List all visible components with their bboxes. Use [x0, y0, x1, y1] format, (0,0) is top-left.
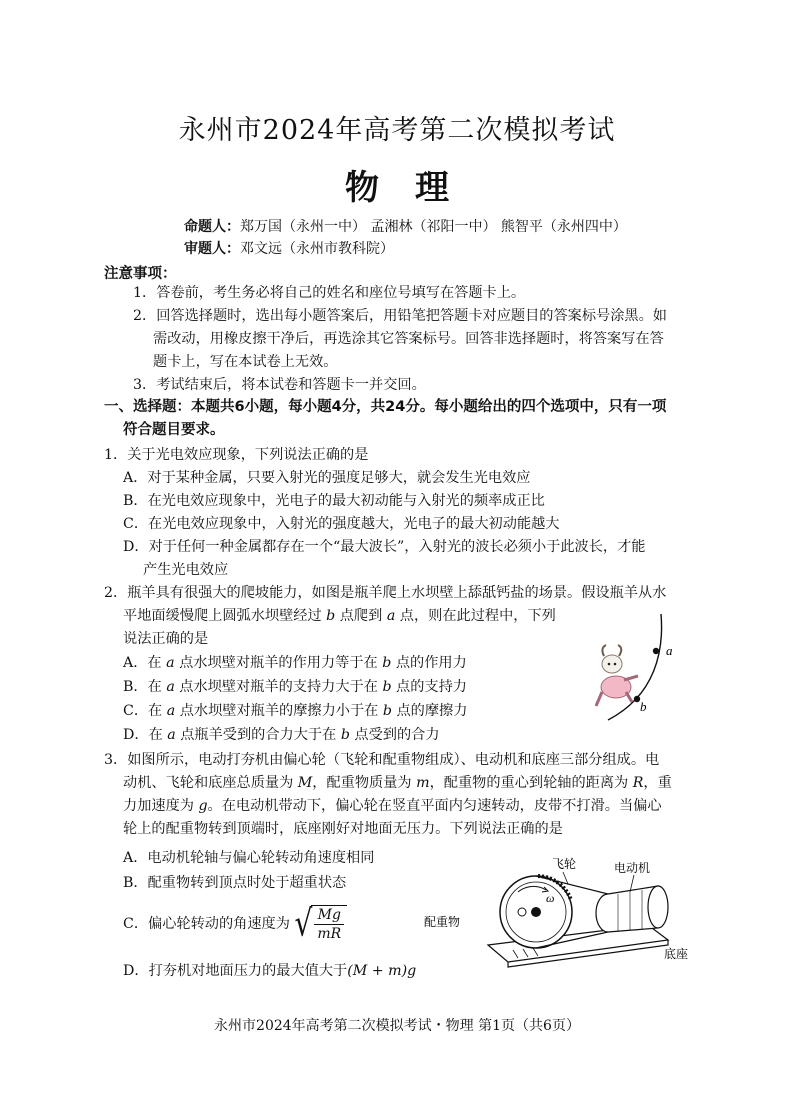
notice-item-2: 2．回答选择题时，选出每小题答案后，用铅笔把答题卡对应题目的答案标号涂黑。如 — [133, 308, 667, 324]
q1-option-c: C．在光电效应现象中，入射光的强度越大，光电子的最大初动能越大 — [123, 516, 560, 532]
notice-item-1: 1．答卷前，考生务必将自己的姓名和座位号填写在答题卡上。 — [133, 285, 526, 301]
q2-a-part3: 点的作用力 — [391, 655, 467, 671]
q3-part6: 。在电动机带动下，偏心轮在竖直平面内匀速转动，皮带不打滑。当偏心 — [207, 798, 662, 814]
q2-d-part2: 点瓶羊受到的合力大于在 — [175, 727, 341, 743]
q3-var-M: M — [297, 775, 313, 791]
q3-d-text: D．打夯机对地面压力的最大值大于 — [123, 963, 348, 979]
label-motor: 电动机 — [614, 861, 651, 875]
reviewer-names: 邓文远（永州市教科院） — [240, 241, 394, 257]
q2-stem-cont2: 说法正确的是 — [123, 631, 209, 647]
section1-heading-cont: 符合题目要求。 — [123, 422, 225, 438]
reviewer-line — [184, 238, 394, 258]
q2-stem-part2: 点爬到 — [335, 608, 387, 624]
q3-var-m: m — [416, 775, 430, 791]
q2-option-c — [123, 700, 467, 723]
subject-title: 物理 — [345, 168, 485, 208]
q3-c-text: C．偏心轮转动的角速度为 — [123, 916, 290, 932]
q2-d-part3: 点受到的合力 — [349, 727, 440, 743]
sqrt-body — [311, 905, 347, 943]
q3-stem-cont3: 轮上的配重物转到顶端时，底座刚好对地面无压力。下列说法正确的是 — [123, 821, 563, 837]
q2-stem-part3: 点，则在此过程中，下列 — [395, 608, 556, 624]
label-base: 底座 — [664, 947, 689, 961]
q3-stem: 3．如图所示，电动打夯机由偏心轮（飞轮和配重物组成）、电动机和底座三部分组成。电 — [104, 752, 660, 768]
q2-stem-cont — [123, 605, 556, 628]
q3-c-formula — [294, 901, 347, 945]
notice-item-2-cont2: 题卡上，写在本试卷上无效。 — [153, 354, 338, 370]
q1-option-d-cont: 产生光电效应 — [143, 562, 229, 578]
frac-denominator: mR — [317, 926, 342, 942]
q3-part2: ，配重物质量为 — [312, 775, 417, 791]
q2-c-part3: 点的摩擦力 — [391, 703, 468, 719]
reviewer-label: 审题人： — [184, 241, 240, 257]
notice-heading: 注意事项： — [104, 266, 177, 282]
q2-c-part2: 点水坝壁对瓶羊的摩擦力小于在 — [175, 703, 383, 719]
q2-c-point1: a — [166, 703, 176, 719]
q2-goat-figure — [586, 610, 696, 725]
q3-machine-figure — [418, 850, 703, 970]
q2-c-point2: b — [382, 703, 392, 719]
q2-point-a: a — [386, 608, 396, 624]
q2-b-part1: B．在 — [123, 679, 167, 695]
q1-stem: 1．关于光电效应现象，下列说法正确的是 — [104, 447, 369, 463]
q2-d-part1: D．在 — [123, 727, 168, 743]
q2-d-point1: a — [167, 727, 176, 743]
q2-b-part2: 点水坝壁对瓶羊的支持力大于在 — [174, 679, 383, 695]
q2-option-b — [123, 676, 467, 699]
q2-stem-part1: 平地面缓慢爬上圆弧水坝壁经过 — [123, 608, 327, 624]
q2-d-point2: b — [340, 727, 350, 743]
q1-option-b: B．在光电效应现象中，光电子的最大初动能与入射光的频率成正比 — [123, 493, 545, 509]
q3-stem-cont — [123, 772, 672, 795]
point-a-marker — [653, 648, 659, 654]
setter-line — [184, 216, 627, 236]
setter-label: 命题人： — [184, 219, 240, 235]
label-flywheel: 飞轮 — [552, 857, 577, 871]
setter-names: 郑万国（永州一中） 孟湘林（祁阳一中） 熊智平（永州四中） — [240, 219, 627, 235]
q2-option-a — [123, 652, 467, 675]
q2-b-part3: 点的支持力 — [391, 679, 467, 695]
fig-label-b: b — [640, 699, 647, 714]
q3-var-R: R — [632, 775, 644, 791]
page-footer: 永州市2024年高考第二次模拟考试・物理 第1页（共6页） — [214, 1018, 580, 1034]
q1-option-a: A．对于某种金属，只要入射光的强度足够大，就会发生光电效应 — [123, 470, 531, 486]
q2-option-d — [123, 724, 440, 747]
label-omega: ω — [546, 891, 555, 905]
q2-a-point2: b — [382, 655, 392, 671]
q2-a-part2: 点水坝壁对瓶羊的作用力等于在 — [174, 655, 383, 671]
q3-option-a: A．电动机轮轴与偏心轮转动角速度相同 — [123, 850, 375, 866]
q3-d-g: g — [407, 963, 417, 979]
q3-d-expr: (M + m) — [347, 963, 408, 979]
sqrt-sign: √ — [294, 901, 313, 945]
q3-part3: ，配重物的重心到轮轴的距离为 — [429, 775, 633, 791]
q3-option-d — [123, 960, 416, 983]
q2-a-part1: A．在 — [123, 655, 167, 671]
q2-point-b: b — [326, 608, 336, 624]
q3-option-b: B．配重物转到顶点时处于超重状态 — [123, 875, 347, 891]
frac-numerator: Mg — [317, 907, 341, 923]
q1-option-d: D．对于任何一种金属都存在一个“最大波长”，入射光的波长必须小于此波长，才能 — [123, 539, 646, 555]
exam-title: 永州市2024年高考第二次模拟考试 — [178, 115, 616, 146]
q3-option-c — [123, 901, 347, 945]
q3-part4: ，重 — [643, 775, 672, 791]
q3-part5: 力加速度为 — [123, 798, 199, 814]
q2-a-point1: a — [166, 655, 175, 671]
notice-item-2-cont: 需改动，用橡皮擦干净后，再选涂其它答案标号。回答非选择题时，将答案写在答 — [153, 331, 664, 347]
q2-c-part1: C．在 — [123, 703, 167, 719]
q3-part1: 动机、飞轮和底座总质量为 — [123, 775, 298, 791]
label-weight: 配重物 — [424, 915, 461, 929]
goat-illustration — [596, 645, 638, 706]
notice-item-3: 3．考试结束后，将本试卷和答题卡一并交回。 — [133, 377, 426, 393]
q3-var-g: g — [198, 798, 208, 814]
q2-b-point2: b — [382, 679, 392, 695]
fig-label-a: a — [666, 643, 673, 658]
q2-stem: 2．瓶羊具有很强大的爬坡能力，如图是瓶羊爬上水坝壁上舔舐钙盐的场景。假设瓶羊从水 — [104, 585, 667, 601]
section1-heading: 一、选择题：本题共6小题，每小题4分，共24分。每小题给出的四个选项中，只有一项 — [104, 399, 667, 415]
q2-b-point1: a — [166, 679, 175, 695]
q3-stem-cont2 — [123, 795, 662, 818]
axle — [531, 907, 541, 917]
